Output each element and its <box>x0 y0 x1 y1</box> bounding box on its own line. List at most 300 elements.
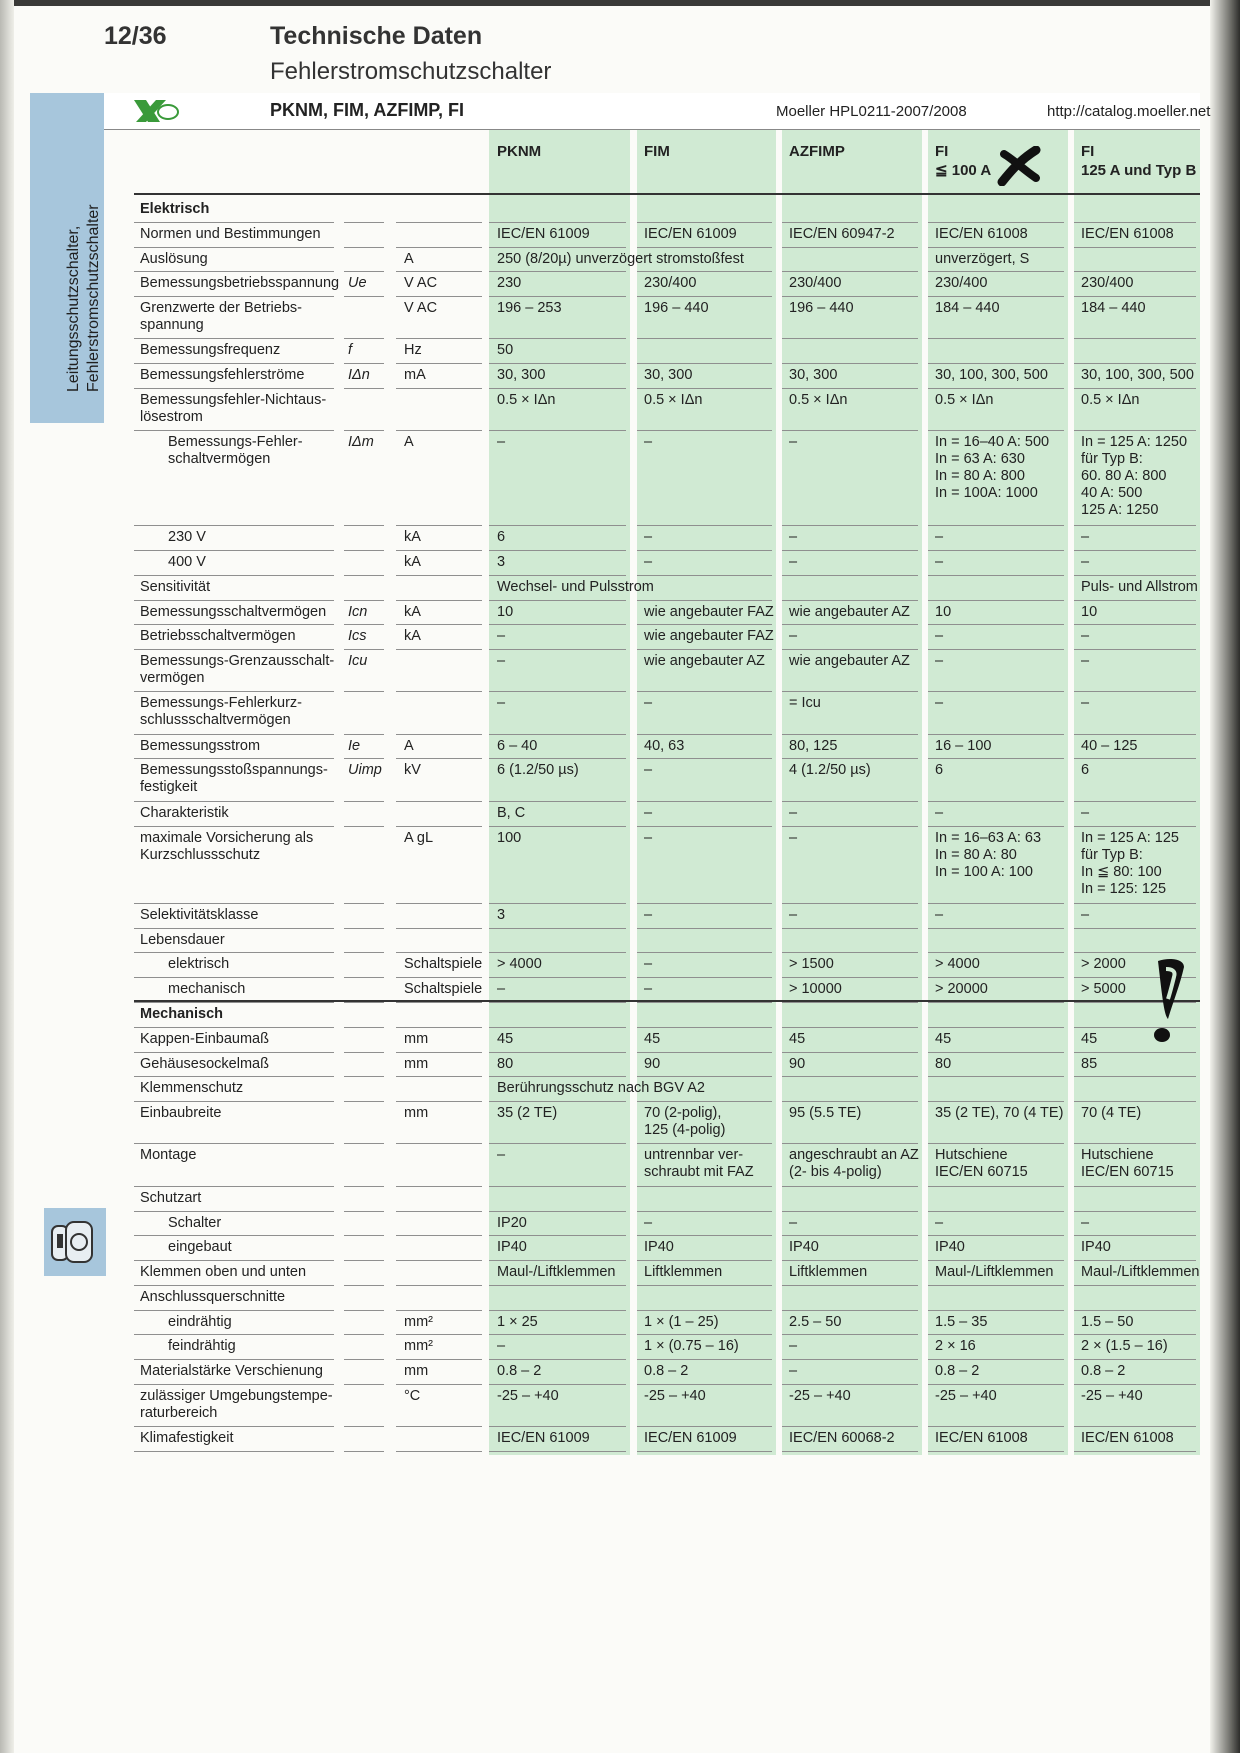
row-divider <box>928 691 1064 692</box>
row-divider <box>928 271 1064 272</box>
table-cell: 45 <box>644 1030 661 1047</box>
table-cell: 35 (2 TE), 70 (4 TE) <box>935 1105 1064 1122</box>
row-unit: V AC <box>404 275 438 292</box>
table-cell: 1 × 25 <box>497 1313 538 1330</box>
table-cell: – <box>789 529 798 546</box>
table-cell: > 4000 <box>497 956 542 973</box>
row-divider <box>344 1310 384 1311</box>
table-cell: 0.8 – 2 <box>644 1363 689 1380</box>
table-cell: Maul-/Liftklemmen <box>497 1264 616 1281</box>
catalog-url[interactable]: http://catalog.moeller.net <box>1047 103 1211 120</box>
row-divider <box>396 296 482 297</box>
row-divider <box>396 903 482 904</box>
table-cell: 1.5 – 35 <box>935 1313 988 1330</box>
table-cell: – <box>644 956 653 973</box>
row-divider <box>134 826 334 827</box>
row-unit: kA <box>404 529 421 546</box>
row-label: mechanisch <box>168 981 246 998</box>
row-divider <box>489 247 626 248</box>
row-divider <box>344 1451 384 1452</box>
table-cell: > 5000 <box>1081 981 1126 998</box>
row-label: eingebaut <box>168 1239 232 1256</box>
table-cell: 230/400 <box>935 275 988 292</box>
row-divider <box>1074 1359 1196 1360</box>
row-divider <box>396 222 482 223</box>
row-divider <box>489 1451 626 1452</box>
row-divider <box>134 1186 334 1187</box>
row-divider <box>396 271 482 272</box>
table-cell: – <box>644 434 653 451</box>
row-divider <box>1074 271 1196 272</box>
row-divider <box>637 1359 772 1360</box>
row-divider <box>637 952 772 953</box>
row-divider <box>637 1451 772 1452</box>
table-cell: 70 (2-polig), 125 (4-polig) <box>644 1105 726 1139</box>
table-cell: 2 × 16 <box>935 1338 976 1355</box>
row-label: eindrähtig <box>168 1313 232 1330</box>
row-divider <box>637 1285 772 1286</box>
row-divider <box>1074 1052 1196 1053</box>
row-unit: Schaltspiele <box>404 981 483 998</box>
row-label: Bemessungsschaltvermögen <box>140 603 327 620</box>
row-label: Bemessungs-Fehlerkurz- schlussschaltvermögen <box>140 695 302 729</box>
row-divider <box>396 734 482 735</box>
row-divider <box>396 575 482 576</box>
row-divider <box>134 758 334 759</box>
table-cell: 45 <box>789 1030 806 1047</box>
table-cell: 90 <box>789 1055 806 1072</box>
row-unit: mm <box>404 1363 429 1380</box>
table-cell: – <box>789 906 798 923</box>
row-divider <box>637 734 772 735</box>
row-divider <box>637 296 772 297</box>
row-divider <box>344 247 384 248</box>
row-divider <box>782 222 918 223</box>
table-cell: 250 (8/20µ) unverzögert stromstoßfest <box>497 250 744 267</box>
row-divider <box>396 1211 482 1212</box>
row-label: feindrähtig <box>168 1338 236 1355</box>
row-divider <box>134 550 334 551</box>
table-cell: Liftklemmen <box>644 1264 723 1281</box>
row-divider <box>782 271 918 272</box>
catalog-reference: Moeller HPL0211-2007/2008 <box>776 103 967 120</box>
row-divider <box>782 734 918 735</box>
row-divider <box>344 1260 384 1261</box>
sidebar-chapter-label: Leitungsschutzschalter, Fehlerstromschutzschalter <box>65 204 102 392</box>
table-cell: 0.8 – 2 <box>935 1363 980 1380</box>
row-divider <box>782 296 918 297</box>
row-divider <box>928 928 1064 929</box>
row-divider <box>928 1384 1064 1385</box>
row-divider <box>1074 928 1196 929</box>
row-divider <box>782 758 918 759</box>
row-divider <box>134 903 334 904</box>
table-cell: Wechsel- und Pulsstrom <box>497 578 654 595</box>
row-divider <box>782 1260 918 1261</box>
row-divider <box>782 1143 918 1144</box>
row-divider <box>637 928 772 929</box>
row-divider <box>134 1076 334 1077</box>
table-cell: – <box>935 553 944 570</box>
row-label: Bemessungs-Grenzausschalt- vermögen <box>140 653 335 687</box>
row-divider <box>1074 1310 1196 1311</box>
row-divider <box>134 952 334 953</box>
row-divider <box>396 1235 482 1236</box>
table-cell: Maul-/Liftklemmen <box>935 1264 1054 1281</box>
row-divider <box>489 1076 626 1077</box>
row-divider <box>396 363 482 364</box>
row-divider <box>396 1426 482 1427</box>
table-cell: 95 (5.5 TE) <box>789 1105 862 1122</box>
row-divider <box>396 1052 482 1053</box>
row-divider <box>396 977 482 978</box>
row-divider <box>928 430 1064 431</box>
row-symbol: IΔm <box>348 434 374 451</box>
table-cell: Maul-/Liftklemmen <box>1081 1264 1200 1281</box>
row-divider <box>134 338 334 339</box>
row-divider <box>344 1076 384 1077</box>
table-cell: 6 (1.2/50 µs) <box>497 762 579 779</box>
row-divider <box>344 1101 384 1102</box>
row-divider <box>782 1002 918 1003</box>
row-unit: A <box>404 250 414 267</box>
row-divider <box>637 1334 772 1335</box>
row-divider <box>1074 600 1196 601</box>
row-unit: mm <box>404 1105 429 1122</box>
row-divider <box>1074 691 1196 692</box>
table-cell: 230 <box>497 275 522 292</box>
row-divider <box>637 1002 772 1003</box>
row-symbol: Icn <box>348 603 368 620</box>
row-divider <box>134 1359 334 1360</box>
row-divider <box>782 1310 918 1311</box>
row-divider <box>637 801 772 802</box>
row-divider <box>782 1052 918 1053</box>
table-cell: -25 – +40 <box>789 1387 851 1404</box>
table-cell: -25 – +40 <box>644 1387 706 1404</box>
row-divider <box>134 296 334 297</box>
table-cell: Hutschiene IEC/EN 60715 <box>1081 1147 1174 1181</box>
row-label: Elektrisch <box>140 201 210 217</box>
row-divider <box>782 1334 918 1335</box>
row-label: Bemessungs-Fehler- schaltvermögen <box>168 434 303 468</box>
table-cell: – <box>935 529 944 546</box>
row-divider <box>928 1285 1064 1286</box>
table-cell: 45 <box>935 1030 952 1047</box>
row-divider <box>928 1426 1064 1427</box>
table-cell: 4 (1.2/50 µs) <box>789 762 871 779</box>
table-cell: Liftklemmen <box>789 1264 868 1281</box>
row-divider <box>782 1451 918 1452</box>
row-divider <box>782 826 918 827</box>
row-divider <box>489 691 626 692</box>
table-cell: 6 <box>497 529 506 546</box>
row-divider <box>489 1359 626 1360</box>
row-divider <box>134 1027 334 1028</box>
row-divider <box>489 1027 626 1028</box>
row-divider <box>134 624 334 625</box>
row-divider <box>396 1027 482 1028</box>
table-cell: 80 <box>935 1055 952 1072</box>
row-divider <box>637 525 772 526</box>
row-divider <box>782 928 918 929</box>
table-cell: 30, 300 <box>789 367 838 384</box>
row-divider <box>344 1002 384 1003</box>
row-divider <box>637 1027 772 1028</box>
row-divider <box>489 903 626 904</box>
row-divider <box>637 1101 772 1102</box>
row-divider <box>928 363 1064 364</box>
page-top-edge <box>0 0 1240 6</box>
row-divider <box>928 734 1064 735</box>
row-divider <box>489 388 626 389</box>
header-separator <box>134 193 1200 195</box>
row-divider <box>134 388 334 389</box>
table-cell: IEC/EN 60068-2 <box>789 1430 895 1447</box>
table-cell: IP20 <box>497 1214 527 1231</box>
row-divider <box>396 1310 482 1311</box>
row-divider <box>1074 1186 1196 1187</box>
row-divider <box>489 928 626 929</box>
table-cell: – <box>644 1214 653 1231</box>
table-cell: 90 <box>644 1055 661 1072</box>
row-divider <box>489 525 626 526</box>
row-divider <box>928 1101 1064 1102</box>
table-cell: – <box>644 804 653 821</box>
row-divider <box>396 1285 482 1286</box>
column-header-line1: FIM <box>644 143 670 160</box>
table-cell: – <box>644 695 653 712</box>
table-cell: 80 <box>497 1055 514 1072</box>
page-header <box>0 18 1210 90</box>
row-symbol: Icu <box>348 653 368 670</box>
row-divider <box>1074 525 1196 526</box>
row-divider <box>928 525 1064 526</box>
row-label: zulässiger Umgebungstempe- raturbereich <box>140 1387 333 1421</box>
table-cell: Puls- und Allstrom <box>1081 578 1198 595</box>
table-cell: 80, 125 <box>789 737 838 754</box>
row-unit: kV <box>404 762 421 779</box>
table-cell: IEC/EN 61009 <box>497 225 590 242</box>
row-divider <box>396 1384 482 1385</box>
row-divider <box>489 801 626 802</box>
row-divider <box>396 600 482 601</box>
row-divider <box>344 1285 384 1286</box>
row-divider <box>344 734 384 735</box>
row-unit: mm <box>404 1055 429 1072</box>
table-cell: – <box>1081 906 1090 923</box>
row-label: Bemessungsfrequenz <box>140 342 281 359</box>
table-cell: – <box>789 829 798 846</box>
row-divider <box>134 575 334 576</box>
table-cell: 1 × (0.75 – 16) <box>644 1338 739 1355</box>
row-divider <box>344 363 384 364</box>
row-divider <box>1074 649 1196 650</box>
row-divider <box>489 1235 626 1236</box>
table-cell: – <box>497 434 506 451</box>
table-cell: 30, 100, 300, 500 <box>935 367 1048 384</box>
table-cell: – <box>789 804 798 821</box>
row-divider <box>134 271 334 272</box>
row-divider <box>396 758 482 759</box>
row-label: Bemessungsbetriebsspannung <box>140 275 340 292</box>
row-divider <box>782 903 918 904</box>
row-divider <box>396 1002 482 1003</box>
table-cell: 0.5 × IΔn <box>497 391 556 408</box>
row-divider <box>396 388 482 389</box>
row-label: maximale Vorsicherung als Kurzschlussschutz <box>140 829 314 863</box>
row-divider <box>637 1076 772 1077</box>
table-cell: – <box>1081 1214 1090 1231</box>
row-unit: V AC <box>404 300 438 317</box>
row-divider <box>344 338 384 339</box>
row-divider <box>782 525 918 526</box>
table-cell: – <box>935 628 944 645</box>
row-unit: kA <box>404 628 421 645</box>
row-divider <box>1074 1426 1196 1427</box>
row-divider <box>1074 1384 1196 1385</box>
row-unit: kA <box>404 553 421 570</box>
table-cell: – <box>1081 695 1090 712</box>
row-divider <box>928 903 1064 904</box>
table-cell: – <box>497 1338 506 1355</box>
row-divider <box>637 388 772 389</box>
column-header-line1: PKNM <box>497 143 542 160</box>
row-divider <box>637 222 772 223</box>
row-divider <box>396 338 482 339</box>
table-cell: 1 × (1 – 25) <box>644 1313 719 1330</box>
row-divider <box>782 1211 918 1212</box>
row-divider <box>344 271 384 272</box>
moeller-x-logo <box>130 97 180 125</box>
table-cell: – <box>497 1147 506 1164</box>
row-divider <box>637 1260 772 1261</box>
table-cell: IEC/EN 60947-2 <box>789 225 895 242</box>
table-cell: IEC/EN 61008 <box>1081 225 1174 242</box>
row-divider <box>134 1426 334 1427</box>
row-label: Auslösung <box>140 250 208 267</box>
row-divider <box>637 1143 772 1144</box>
table-cell: – <box>789 1363 798 1380</box>
row-divider <box>782 649 918 650</box>
row-divider <box>396 952 482 953</box>
row-divider <box>637 1211 772 1212</box>
table-cell: 10 <box>497 603 514 620</box>
row-unit: °C <box>404 1387 421 1404</box>
row-unit: mm² <box>404 1338 433 1355</box>
table-cell: = Icu <box>789 695 821 712</box>
row-divider <box>489 826 626 827</box>
row-label: Klemmenschutz <box>140 1080 244 1097</box>
row-unit: kA <box>404 603 421 620</box>
table-cell: IEC/EN 61008 <box>935 225 1028 242</box>
row-divider <box>928 388 1064 389</box>
table-cell: 10 <box>935 603 952 620</box>
row-divider <box>782 952 918 953</box>
row-divider <box>637 691 772 692</box>
table-cell: – <box>789 553 798 570</box>
table-cell: IP40 <box>497 1239 527 1256</box>
table-cell: – <box>644 762 653 779</box>
table-cell: 0.8 – 2 <box>497 1363 542 1380</box>
table-cell: – <box>497 653 506 670</box>
row-divider <box>396 550 482 551</box>
row-divider <box>637 649 772 650</box>
row-divider <box>928 758 1064 759</box>
row-divider <box>134 1384 334 1385</box>
row-divider <box>928 1235 1064 1236</box>
table-cell: – <box>497 695 506 712</box>
row-divider <box>489 600 626 601</box>
row-divider <box>1074 222 1196 223</box>
row-divider <box>637 758 772 759</box>
table-cell: – <box>1081 653 1090 670</box>
table-cell: In = 16–40 A: 500 In = 63 A: 630 In = 80 A: 800 In = 100A: 1000 <box>935 434 1050 502</box>
row-divider <box>1074 826 1196 827</box>
row-divider <box>344 575 384 576</box>
row-divider <box>637 575 772 576</box>
row-divider <box>396 1186 482 1187</box>
row-symbol: Uimp <box>348 762 382 779</box>
table-cell: 230/400 <box>789 275 842 292</box>
table-cell: 6 – 40 <box>497 737 538 754</box>
row-unit: Schaltspiele <box>404 956 483 973</box>
table-cell: – <box>935 906 944 923</box>
row-divider <box>782 430 918 431</box>
table-cell: 196 – 440 <box>644 300 709 317</box>
row-divider <box>928 826 1064 827</box>
row-label: Grenzwerte der Betriebs- spannung <box>140 300 302 334</box>
row-divider <box>928 1310 1064 1311</box>
page-number: 12/36 <box>104 22 167 50</box>
table-cell: 1.5 – 50 <box>1081 1313 1134 1330</box>
table-cell: IP40 <box>789 1239 819 1256</box>
row-divider <box>1074 338 1196 339</box>
row-divider <box>782 1384 918 1385</box>
row-label: Anschlussquerschnitte <box>140 1288 286 1305</box>
row-label: Lebensdauer <box>140 931 225 948</box>
row-divider <box>396 1101 482 1102</box>
row-divider <box>1074 1076 1196 1077</box>
row-divider <box>489 734 626 735</box>
row-divider <box>134 1285 334 1286</box>
row-divider <box>928 600 1064 601</box>
row-divider <box>344 1235 384 1236</box>
row-divider <box>489 1285 626 1286</box>
page-edge-shadow <box>1210 0 1240 1753</box>
row-divider <box>782 338 918 339</box>
table-cell: wie angebauter AZ <box>789 653 910 670</box>
table-cell: 230/400 <box>1081 275 1134 292</box>
row-unit: Hz <box>404 342 422 359</box>
row-divider <box>344 758 384 759</box>
row-label: Schalter <box>168 1214 222 1231</box>
row-divider <box>396 928 482 929</box>
row-divider <box>782 1359 918 1360</box>
row-divider <box>489 1002 626 1003</box>
row-label: Materialstärke Verschienung <box>140 1363 323 1380</box>
row-divider <box>928 649 1064 650</box>
row-divider <box>134 977 334 978</box>
row-divider <box>489 222 626 223</box>
row-divider <box>344 430 384 431</box>
table-cell: 2.5 – 50 <box>789 1313 842 1330</box>
row-divider <box>782 624 918 625</box>
row-divider <box>344 1359 384 1360</box>
row-divider <box>344 1052 384 1053</box>
row-unit: A <box>404 434 414 451</box>
row-divider <box>928 222 1064 223</box>
